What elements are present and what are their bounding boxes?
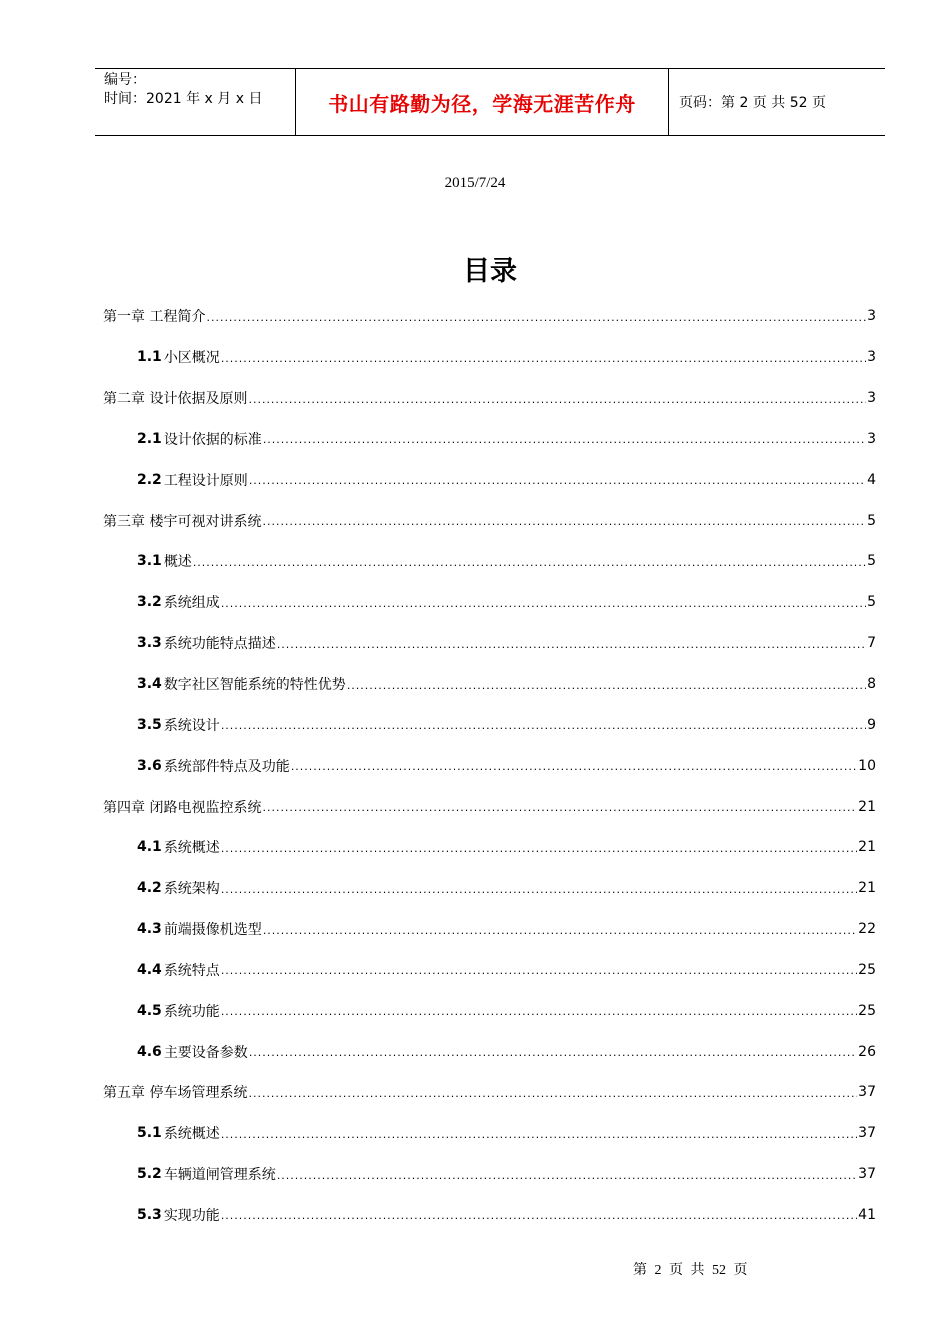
page-footer: 第 2 页 共 52 页 [633, 1263, 748, 1278]
toc-entry-label: 小区概况 [163, 350, 220, 367]
toc-entry-page: 41 [858, 1206, 876, 1223]
toc-entry-number: 4.5 [137, 1002, 162, 1019]
table-of-contents [103, 296, 876, 1235]
toc-entry-page: 5 [867, 553, 876, 570]
toc-entry-page: 4 [867, 471, 876, 488]
toc-chapter-entry[interactable] [103, 500, 876, 541]
toc-entry-label: 第三章 楼宇可视对讲系统 [103, 513, 262, 530]
toc-entry-number: 4.2 [137, 880, 162, 897]
toc-subsection-entry[interactable] [103, 541, 876, 582]
page-header [95, 68, 885, 136]
toc-entry-page: 22 [858, 921, 876, 938]
toc-entry-page: 5 [867, 512, 876, 529]
toc-subsection-entry[interactable] [103, 1154, 876, 1195]
toc-chapter-entry[interactable] [103, 296, 876, 337]
toc-dot-leader [221, 597, 866, 610]
toc-subsection-entry[interactable] [103, 664, 876, 705]
toc-dot-leader [248, 393, 866, 406]
toc-entry-page: 3 [867, 349, 876, 366]
toc-title: 目录 [463, 256, 517, 287]
toc-entry-label: 系统架构 [163, 881, 220, 898]
toc-chapter-entry[interactable] [103, 378, 876, 419]
toc-entry-label: 系统概述 [163, 1126, 220, 1143]
toc-subsection-entry[interactable] [103, 419, 876, 460]
toc-entry-page: 37 [858, 1166, 876, 1183]
toc-entry-label: 系统部件特点及功能 [163, 758, 290, 775]
toc-entry-page: 7 [867, 635, 876, 652]
toc-entry-number: 3.6 [137, 757, 162, 774]
header-time-label: 时间：2021 年 x 月 x 日 [104, 91, 263, 107]
toc-entry-page: 3 [867, 430, 876, 447]
toc-entry-label: 系统特点 [163, 962, 220, 979]
toc-entry-number: 5.2 [137, 1166, 162, 1183]
toc-entry-label: 设计依据的标准 [163, 431, 262, 448]
toc-entry-label: 实现功能 [163, 1207, 220, 1224]
toc-dot-leader [277, 638, 866, 651]
toc-entry-page: 25 [858, 1002, 876, 1019]
toc-entry-label: 车辆道闸管理系统 [163, 1167, 276, 1184]
toc-dot-leader [193, 556, 866, 569]
toc-entry-page: 21 [858, 798, 876, 815]
toc-dot-leader [249, 474, 866, 487]
toc-subsection-entry[interactable] [103, 909, 876, 950]
toc-entry-number: 2.1 [137, 430, 162, 447]
header-page-label: 页码：第 2 页 共 52 页 [679, 95, 826, 111]
toc-entry-page: 21 [858, 880, 876, 897]
toc-entry-number: 3.4 [137, 676, 162, 693]
toc-entry-number: 3.5 [137, 716, 162, 733]
toc-dot-leader [347, 679, 866, 692]
toc-dot-leader [262, 515, 866, 528]
toc-entry-page: 5 [867, 594, 876, 611]
toc-dot-leader [291, 760, 857, 773]
toc-entry-page: 8 [867, 676, 876, 693]
toc-dot-leader [263, 433, 866, 446]
toc-subsection-entry[interactable] [103, 459, 876, 500]
toc-entry-label: 系统组成 [163, 595, 220, 612]
toc-entry-number: 1.1 [137, 349, 162, 366]
toc-subsection-entry[interactable] [103, 1195, 876, 1236]
toc-subsection-entry[interactable] [103, 745, 876, 786]
toc-entry-number: 5.1 [137, 1125, 162, 1142]
toc-entry-label: 第二章 设计依据及原则 [103, 391, 248, 408]
toc-dot-leader [249, 1046, 857, 1059]
toc-entry-page: 26 [858, 1043, 876, 1060]
toc-dot-leader [221, 883, 857, 896]
toc-entry-page: 21 [858, 839, 876, 856]
toc-entry-page: 9 [867, 716, 876, 733]
toc-dot-leader [206, 311, 866, 324]
toc-chapter-entry[interactable] [103, 786, 876, 827]
toc-subsection-entry[interactable] [103, 868, 876, 909]
toc-entry-number: 4.1 [137, 839, 162, 856]
toc-entry-label: 第五章 停车场管理系统 [103, 1085, 248, 1102]
toc-dot-leader [221, 842, 857, 855]
toc-entry-label: 前端摄像机选型 [163, 922, 262, 939]
toc-entry-number: 3.1 [137, 553, 162, 570]
toc-dot-leader [263, 924, 857, 937]
toc-entry-label: 系统概述 [163, 840, 220, 857]
toc-dot-leader [221, 1209, 857, 1222]
toc-dot-leader [221, 964, 857, 977]
toc-dot-leader [248, 1087, 857, 1100]
toc-entry-label: 数字社区智能系统的特性优势 [163, 677, 346, 694]
toc-dot-leader [221, 352, 866, 365]
toc-dot-leader [262, 801, 857, 814]
toc-subsection-entry[interactable] [103, 582, 876, 623]
toc-subsection-entry[interactable] [103, 950, 876, 991]
toc-entry-number: 4.6 [137, 1043, 162, 1060]
toc-subsection-entry[interactable] [103, 704, 876, 745]
document-date: 2015/7/24 [444, 175, 506, 191]
toc-entry-number: 3.2 [137, 594, 162, 611]
toc-entry-number: 4.4 [137, 961, 162, 978]
toc-entry-label: 系统功能 [163, 1003, 220, 1020]
toc-subsection-entry[interactable] [103, 1113, 876, 1154]
toc-entry-page: 37 [858, 1125, 876, 1142]
toc-entry-number: 4.3 [137, 921, 162, 938]
toc-entry-page: 10 [858, 757, 876, 774]
toc-entry-label: 系统功能特点描述 [163, 636, 276, 653]
header-motto: 书山有路勤为径，学海无涯苦作舟 [296, 69, 669, 135]
toc-entry-label: 工程设计原则 [163, 472, 248, 489]
toc-subsection-entry[interactable] [103, 623, 876, 664]
toc-entry-label: 主要设备参数 [163, 1044, 248, 1061]
toc-chapter-entry[interactable] [103, 1072, 876, 1113]
toc-entry-number: 2.2 [137, 471, 162, 488]
toc-dot-leader [277, 1169, 857, 1182]
header-id-label: 编号： [104, 72, 146, 88]
toc-entry-page: 37 [858, 1084, 876, 1101]
toc-entry-number: 3.3 [137, 635, 162, 652]
toc-entry-label: 系统设计 [163, 717, 220, 734]
toc-entry-page: 25 [858, 961, 876, 978]
toc-subsection-entry[interactable] [103, 827, 876, 868]
toc-entry-label: 第一章 工程简介 [103, 309, 206, 326]
toc-subsection-entry[interactable] [103, 990, 876, 1031]
toc-dot-leader [221, 719, 866, 732]
toc-dot-leader [221, 1128, 857, 1141]
toc-entry-page: 3 [867, 390, 876, 407]
toc-entry-label: 概述 [163, 554, 192, 571]
toc-subsection-entry[interactable] [103, 337, 876, 378]
toc-entry-page: 3 [867, 308, 876, 325]
toc-dot-leader [221, 1005, 857, 1018]
toc-subsection-entry[interactable] [103, 1031, 876, 1072]
toc-entry-number: 5.3 [137, 1206, 162, 1223]
header-meta [95, 69, 296, 135]
toc-entry-label: 第四章 闭路电视监控系统 [103, 799, 262, 816]
